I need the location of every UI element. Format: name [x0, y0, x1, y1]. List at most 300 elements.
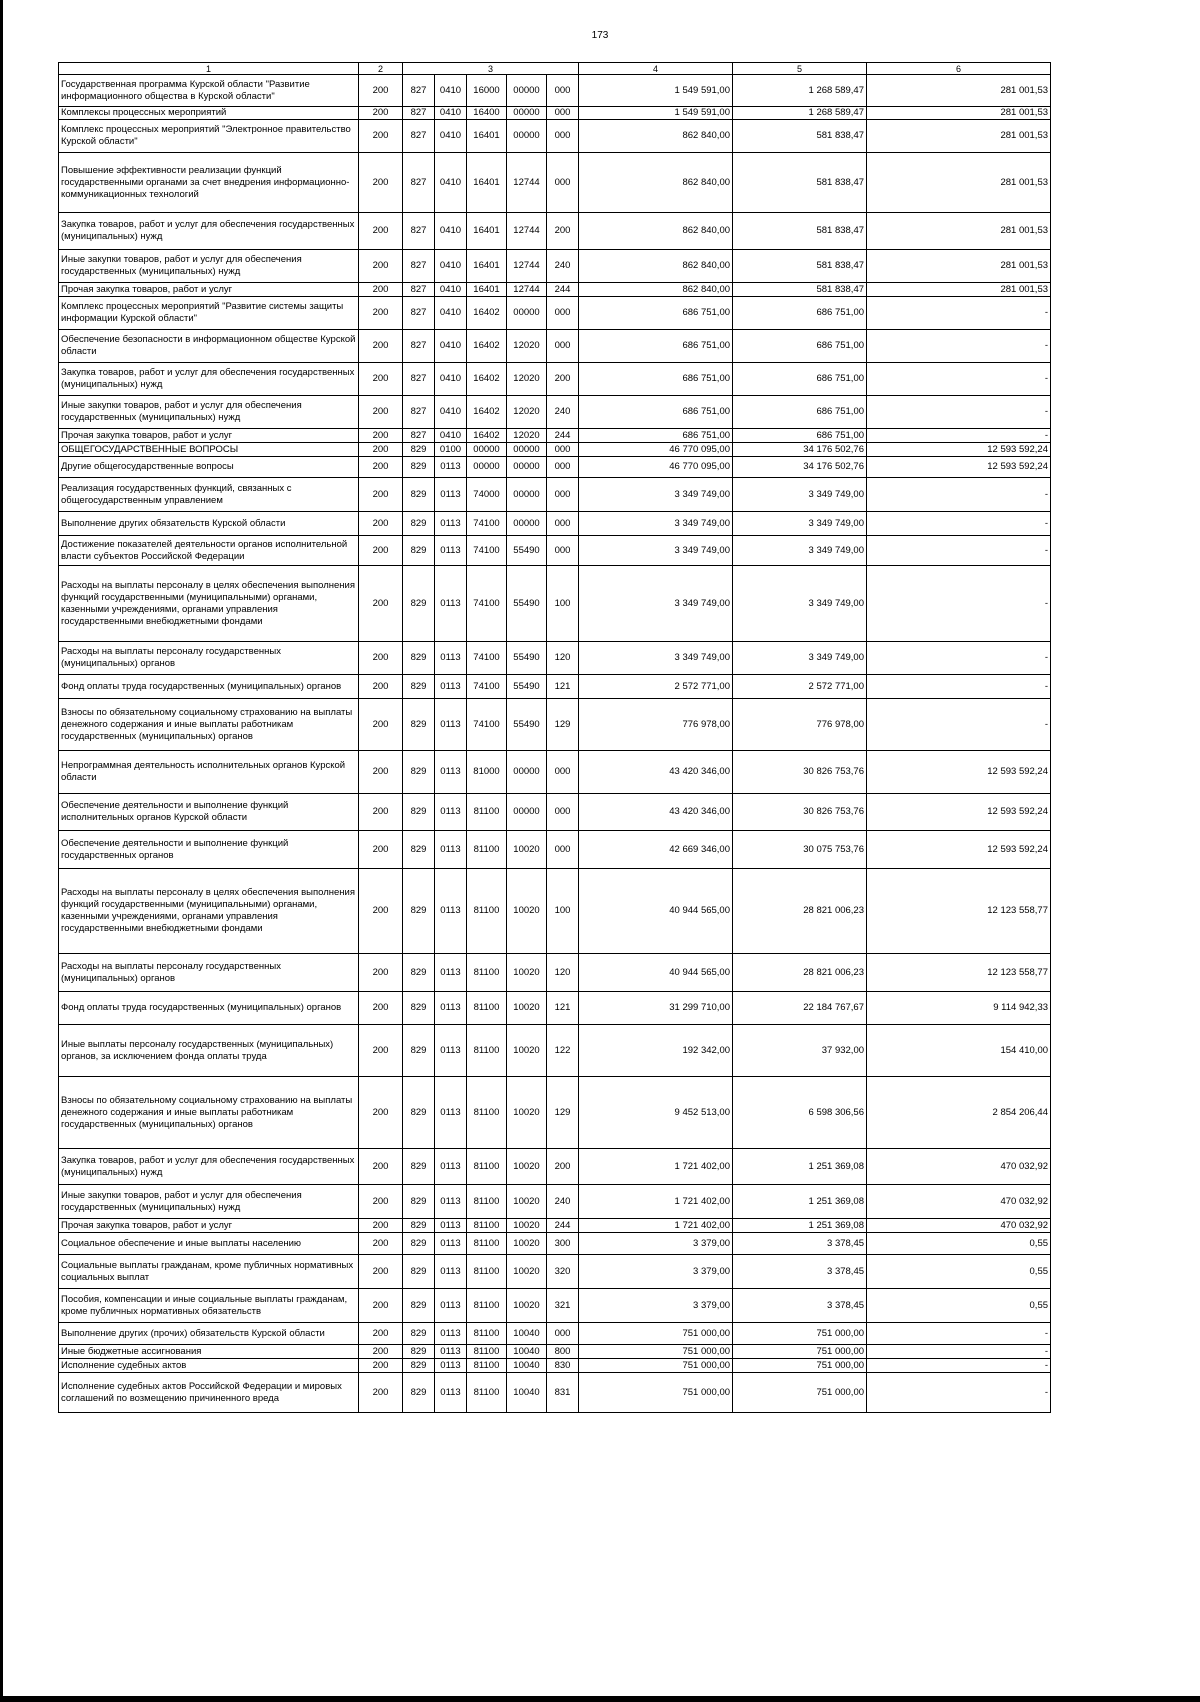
code-cell-c2: 829 [403, 794, 435, 831]
code-cell-c2: 829 [403, 1323, 435, 1345]
amount-cell-v6: 470 032,92 [867, 1149, 1051, 1185]
table-row [59, 536, 1051, 566]
amount-cell-v4: 1 721 402,00 [579, 1219, 733, 1233]
row-label: Расходы на выплаты персоналу государственных (муниципальных) органов [59, 954, 359, 992]
code-cell-c6: 120 [547, 954, 579, 992]
row-label: Прочая закупка товаров, работ и услуг [59, 1219, 359, 1233]
code-cell-c2: 829 [403, 566, 435, 642]
code-cell-c4: 81100 [467, 1233, 507, 1255]
code-cell-c4: 81100 [467, 1219, 507, 1233]
amount-cell-v5: 1 251 369,08 [733, 1149, 867, 1185]
amount-cell-v5: 686 751,00 [733, 330, 867, 363]
row-label: Непрограммная деятельность исполнительных органов Курской области [59, 751, 359, 794]
code-cell-c3: 0410 [435, 363, 467, 396]
amount-cell-v4: 751 000,00 [579, 1345, 733, 1359]
row-label: Комплекс процессных мероприятий "Развитие системы защиты информации Курской области" [59, 297, 359, 330]
code-cell-c3: 0410 [435, 283, 467, 297]
code-cell-c2: 829 [403, 642, 435, 675]
code-cell-c5: 55490 [507, 566, 547, 642]
amount-cell-v6: - [867, 1345, 1051, 1359]
row-label: Закупка товаров, работ и услуг для обеспечения государственных (муниципальных) нужд [59, 1149, 359, 1185]
table-row [59, 954, 1051, 992]
row-label: Взносы по обязательному социальному страхованию на выплаты денежного содержания и иные выплаты работникам государственных (муниципальных) органов [59, 1077, 359, 1149]
table-row [59, 297, 1051, 330]
amount-cell-v4: 3 349 749,00 [579, 642, 733, 675]
code-cell-c4: 81100 [467, 869, 507, 954]
code-cell-c4: 81100 [467, 1025, 507, 1077]
table-row [59, 330, 1051, 363]
amount-cell-v4: 1 721 402,00 [579, 1149, 733, 1185]
amount-cell-v4: 46 770 095,00 [579, 443, 733, 457]
table-row [59, 1025, 1051, 1077]
amount-cell-v5: 1 268 589,47 [733, 75, 867, 107]
code-cell-c5: 00000 [507, 297, 547, 330]
code-cell-c3: 0113 [435, 566, 467, 642]
code-cell-c6: 100 [547, 869, 579, 954]
code-cell-c4: 16401 [467, 250, 507, 283]
code-cell-c3: 0113 [435, 1077, 467, 1149]
table-row [59, 250, 1051, 283]
row-label: Прочая закупка товаров, работ и услуг [59, 429, 359, 443]
code-cell-c4: 16402 [467, 396, 507, 429]
amount-cell-v5: 686 751,00 [733, 297, 867, 330]
table-row [59, 1149, 1051, 1185]
code-cell-c6: 120 [547, 642, 579, 675]
code-cell-c6: 000 [547, 794, 579, 831]
table-row [59, 831, 1051, 869]
code-cell-c1: 200 [359, 954, 403, 992]
code-cell-c2: 829 [403, 1233, 435, 1255]
table-row [59, 512, 1051, 536]
amount-cell-v6: 0,55 [867, 1255, 1051, 1289]
amount-cell-v6: 12 593 592,24 [867, 831, 1051, 869]
code-cell-c6: 000 [547, 1323, 579, 1345]
amount-cell-v4: 9 452 513,00 [579, 1077, 733, 1149]
amount-cell-v6: - [867, 1359, 1051, 1373]
code-cell-c5: 12020 [507, 363, 547, 396]
amount-cell-v4: 1 549 591,00 [579, 107, 733, 120]
code-cell-c3: 0113 [435, 1185, 467, 1219]
table-row [59, 107, 1051, 120]
code-cell-c6: 240 [547, 250, 579, 283]
amount-cell-v5: 686 751,00 [733, 396, 867, 429]
code-cell-c6: 129 [547, 699, 579, 751]
amount-cell-v6: 0,55 [867, 1233, 1051, 1255]
header-cell-3: 3 [403, 63, 579, 75]
amount-cell-v6: - [867, 566, 1051, 642]
code-cell-c4: 81100 [467, 1149, 507, 1185]
scan-edge-bottom [0, 1696, 1200, 1702]
code-cell-c4: 74100 [467, 675, 507, 699]
table-row [59, 443, 1051, 457]
code-cell-c5: 00000 [507, 751, 547, 794]
amount-cell-v5: 581 838,47 [733, 250, 867, 283]
code-cell-c6: 800 [547, 1345, 579, 1359]
code-cell-c2: 827 [403, 429, 435, 443]
amount-cell-v4: 42 669 346,00 [579, 831, 733, 869]
amount-cell-v6: - [867, 1323, 1051, 1345]
code-cell-c5: 10020 [507, 831, 547, 869]
code-cell-c4: 16401 [467, 283, 507, 297]
header-cell-1: 1 [59, 63, 359, 75]
code-cell-c2: 829 [403, 869, 435, 954]
row-label: Обеспечение безопасности в информационном обществе Курской области [59, 330, 359, 363]
code-cell-c6: 200 [547, 213, 579, 250]
amount-cell-v5: 30 826 753,76 [733, 751, 867, 794]
code-cell-c6: 000 [547, 330, 579, 363]
code-cell-c2: 827 [403, 363, 435, 396]
amount-cell-v5: 581 838,47 [733, 283, 867, 297]
code-cell-c5: 10020 [507, 1025, 547, 1077]
row-label: Государственная программа Курской области "Развитие информационного общества в Курской области" [59, 75, 359, 107]
code-cell-c1: 200 [359, 213, 403, 250]
amount-cell-v5: 581 838,47 [733, 120, 867, 153]
code-cell-c5: 10020 [507, 954, 547, 992]
amount-cell-v5: 3 349 749,00 [733, 478, 867, 512]
amount-cell-v4: 862 840,00 [579, 283, 733, 297]
code-cell-c5: 10020 [507, 1255, 547, 1289]
amount-cell-v5: 751 000,00 [733, 1373, 867, 1413]
code-cell-c3: 0113 [435, 1359, 467, 1373]
code-cell-c4: 81100 [467, 1255, 507, 1289]
code-cell-c3: 0113 [435, 675, 467, 699]
row-label: Расходы на выплаты персоналу в целях обеспечения выполнения функций государственными (муниципальными) органами, казенными учреждениями, органами управления государственными внебюджетными фондами [59, 869, 359, 954]
amount-cell-v5: 776 978,00 [733, 699, 867, 751]
code-cell-c4: 81000 [467, 751, 507, 794]
amount-cell-v6: - [867, 297, 1051, 330]
row-label: Закупка товаров, работ и услуг для обеспечения государственных (муниципальных) нужд [59, 213, 359, 250]
row-label: Пособия, компенсации и иные социальные выплаты гражданам, кроме публичных нормативных обязательств [59, 1289, 359, 1323]
amount-cell-v6: - [867, 675, 1051, 699]
code-cell-c1: 200 [359, 153, 403, 213]
row-label: Реализация государственных функций, связанных с общегосударственным управлением [59, 478, 359, 512]
code-cell-c4: 81100 [467, 1373, 507, 1413]
amount-cell-v4: 862 840,00 [579, 250, 733, 283]
row-label: Комплекс процессных мероприятий "Электронное правительство Курской области" [59, 120, 359, 153]
amount-cell-v5: 3 378,45 [733, 1233, 867, 1255]
table-row [59, 566, 1051, 642]
row-label: Иные закупки товаров, работ и услуг для обеспечения государственных (муниципальных) нужд [59, 1185, 359, 1219]
amount-cell-v4: 862 840,00 [579, 120, 733, 153]
table-row [59, 869, 1051, 954]
amount-cell-v5: 3 378,45 [733, 1289, 867, 1323]
amount-cell-v5: 28 821 006,23 [733, 869, 867, 954]
code-cell-c1: 200 [359, 869, 403, 954]
code-cell-c5: 10020 [507, 1233, 547, 1255]
amount-cell-v4: 751 000,00 [579, 1373, 733, 1413]
table-row [59, 1185, 1051, 1219]
code-cell-c1: 200 [359, 1025, 403, 1077]
code-cell-c6: 000 [547, 443, 579, 457]
code-cell-c5: 00000 [507, 457, 547, 478]
code-cell-c5: 55490 [507, 536, 547, 566]
table-row [59, 992, 1051, 1025]
code-cell-c3: 0113 [435, 1233, 467, 1255]
code-cell-c5: 12020 [507, 429, 547, 443]
code-cell-c4: 81100 [467, 1077, 507, 1149]
row-label: Выполнение других (прочих) обязательств Курской области [59, 1323, 359, 1345]
amount-cell-v4: 751 000,00 [579, 1323, 733, 1345]
code-cell-c3: 0410 [435, 75, 467, 107]
code-cell-c3: 0113 [435, 1149, 467, 1185]
amount-cell-v4: 3 379,00 [579, 1255, 733, 1289]
amount-cell-v5: 3 349 749,00 [733, 512, 867, 536]
amount-cell-v4: 862 840,00 [579, 153, 733, 213]
code-cell-c1: 200 [359, 699, 403, 751]
amount-cell-v5: 30 826 753,76 [733, 794, 867, 831]
amount-cell-v6: - [867, 1373, 1051, 1413]
amount-cell-v6: 470 032,92 [867, 1219, 1051, 1233]
amount-cell-v6: - [867, 396, 1051, 429]
code-cell-c3: 0113 [435, 751, 467, 794]
amount-cell-v5: 34 176 502,76 [733, 443, 867, 457]
amount-cell-v6: - [867, 536, 1051, 566]
code-cell-c2: 827 [403, 107, 435, 120]
row-label: Исполнение судебных актов [59, 1359, 359, 1373]
code-cell-c4: 74000 [467, 478, 507, 512]
amount-cell-v4: 686 751,00 [579, 330, 733, 363]
code-cell-c6: 830 [547, 1359, 579, 1373]
amount-cell-v4: 3 349 749,00 [579, 536, 733, 566]
amount-cell-v6: 281 001,53 [867, 153, 1051, 213]
amount-cell-v4: 862 840,00 [579, 213, 733, 250]
code-cell-c5: 10020 [507, 992, 547, 1025]
table-row [59, 478, 1051, 512]
code-cell-c3: 0113 [435, 831, 467, 869]
code-cell-c3: 0113 [435, 699, 467, 751]
amount-cell-v5: 37 932,00 [733, 1025, 867, 1077]
code-cell-c3: 0113 [435, 478, 467, 512]
table-row [59, 1077, 1051, 1149]
code-cell-c1: 200 [359, 1323, 403, 1345]
code-cell-c3: 0113 [435, 1025, 467, 1077]
code-cell-c6: 321 [547, 1289, 579, 1323]
code-cell-c2: 827 [403, 250, 435, 283]
code-cell-c5: 10040 [507, 1323, 547, 1345]
table-row [59, 75, 1051, 107]
amount-cell-v5: 1 251 369,08 [733, 1219, 867, 1233]
code-cell-c6: 000 [547, 297, 579, 330]
code-cell-c5: 12744 [507, 283, 547, 297]
amount-cell-v6: - [867, 429, 1051, 443]
row-label: Повышение эффективности реализации функций государственными органами за счет внедрения информационно-коммуникационных технологий [59, 153, 359, 213]
row-label: Другие общегосударственные вопросы [59, 457, 359, 478]
code-cell-c5: 12744 [507, 153, 547, 213]
code-cell-c6: 000 [547, 457, 579, 478]
code-cell-c4: 00000 [467, 457, 507, 478]
amount-cell-v6: - [867, 642, 1051, 675]
table-row [59, 1323, 1051, 1345]
code-cell-c6: 121 [547, 675, 579, 699]
code-cell-c5: 10020 [507, 869, 547, 954]
amount-cell-v5: 1 251 369,08 [733, 1185, 867, 1219]
code-cell-c5: 00000 [507, 120, 547, 153]
amount-cell-v4: 43 420 346,00 [579, 794, 733, 831]
amount-cell-v5: 3 378,45 [733, 1255, 867, 1289]
table-row [59, 396, 1051, 429]
code-cell-c1: 200 [359, 751, 403, 794]
code-cell-c5: 00000 [507, 75, 547, 107]
code-cell-c2: 829 [403, 1077, 435, 1149]
code-cell-c6: 000 [547, 831, 579, 869]
code-cell-c3: 0113 [435, 642, 467, 675]
code-cell-c5: 10040 [507, 1359, 547, 1373]
code-cell-c3: 0410 [435, 429, 467, 443]
code-cell-c6: 000 [547, 512, 579, 536]
code-cell-c5: 10040 [507, 1373, 547, 1413]
code-cell-c2: 829 [403, 1289, 435, 1323]
table-row [59, 429, 1051, 443]
table-row [59, 1255, 1051, 1289]
code-cell-c1: 200 [359, 363, 403, 396]
amount-cell-v4: 43 420 346,00 [579, 751, 733, 794]
code-cell-c6: 129 [547, 1077, 579, 1149]
code-cell-c5: 12744 [507, 213, 547, 250]
code-cell-c1: 200 [359, 1233, 403, 1255]
code-cell-c1: 200 [359, 512, 403, 536]
code-cell-c3: 0113 [435, 512, 467, 536]
code-cell-c4: 81100 [467, 794, 507, 831]
header-cell-4: 4 [579, 63, 733, 75]
code-cell-c3: 0113 [435, 1323, 467, 1345]
code-cell-c5: 10040 [507, 1345, 547, 1359]
amount-cell-v6: - [867, 330, 1051, 363]
code-cell-c1: 200 [359, 1149, 403, 1185]
code-cell-c2: 829 [403, 954, 435, 992]
amount-cell-v5: 6 598 306,56 [733, 1077, 867, 1149]
header-row [59, 63, 1051, 75]
code-cell-c3: 0113 [435, 954, 467, 992]
code-cell-c1: 200 [359, 1289, 403, 1323]
code-cell-c2: 829 [403, 1255, 435, 1289]
code-cell-c2: 829 [403, 675, 435, 699]
code-cell-c1: 200 [359, 250, 403, 283]
code-cell-c2: 829 [403, 1149, 435, 1185]
code-cell-c1: 200 [359, 831, 403, 869]
code-cell-c4: 74100 [467, 536, 507, 566]
code-cell-c4: 81100 [467, 1345, 507, 1359]
code-cell-c5: 55490 [507, 675, 547, 699]
code-cell-c2: 829 [403, 992, 435, 1025]
amount-cell-v4: 686 751,00 [579, 396, 733, 429]
code-cell-c1: 200 [359, 1219, 403, 1233]
code-cell-c3: 0410 [435, 120, 467, 153]
code-cell-c2: 827 [403, 213, 435, 250]
code-cell-c6: 240 [547, 1185, 579, 1219]
amount-cell-v4: 192 342,00 [579, 1025, 733, 1077]
code-cell-c1: 200 [359, 107, 403, 120]
code-cell-c5: 10020 [507, 1077, 547, 1149]
amount-cell-v5: 686 751,00 [733, 429, 867, 443]
code-cell-c4: 81100 [467, 831, 507, 869]
code-cell-c2: 829 [403, 536, 435, 566]
amount-cell-v6: - [867, 512, 1051, 536]
row-label: Исполнение судебных актов Российской Федерации и мировых соглашений по возмещению причиненного вреда [59, 1373, 359, 1413]
code-cell-c5: 12020 [507, 396, 547, 429]
code-cell-c5: 10020 [507, 1219, 547, 1233]
code-cell-c6: 244 [547, 283, 579, 297]
code-cell-c6: 200 [547, 363, 579, 396]
amount-cell-v6: - [867, 699, 1051, 751]
code-cell-c2: 829 [403, 699, 435, 751]
code-cell-c1: 200 [359, 992, 403, 1025]
code-cell-c1: 200 [359, 457, 403, 478]
amount-cell-v6: 470 032,92 [867, 1185, 1051, 1219]
code-cell-c6: 000 [547, 536, 579, 566]
code-cell-c5: 00000 [507, 794, 547, 831]
row-label: Расходы на выплаты персоналу государственных (муниципальных) органов [59, 642, 359, 675]
code-cell-c4: 16402 [467, 297, 507, 330]
amount-cell-v4: 2 572 771,00 [579, 675, 733, 699]
amount-cell-v5: 28 821 006,23 [733, 954, 867, 992]
scan-edge-left [0, 0, 3, 1702]
table-row [59, 363, 1051, 396]
code-cell-c1: 200 [359, 1185, 403, 1219]
amount-cell-v4: 686 751,00 [579, 297, 733, 330]
row-label: Социальное обеспечение и иные выплаты населению [59, 1233, 359, 1255]
row-label: Иные закупки товаров, работ и услуг для обеспечения государственных (муниципальных) нужд [59, 250, 359, 283]
amount-cell-v4: 776 978,00 [579, 699, 733, 751]
code-cell-c5: 00000 [507, 107, 547, 120]
amount-cell-v4: 1 549 591,00 [579, 75, 733, 107]
code-cell-c4: 16401 [467, 120, 507, 153]
code-cell-c6: 100 [547, 566, 579, 642]
budget-table [58, 62, 1051, 1413]
row-label: Достижение показателей деятельности органов исполнительной власти субъектов Российской Федерации [59, 536, 359, 566]
amount-cell-v6: 12 593 592,24 [867, 751, 1051, 794]
amount-cell-v5: 686 751,00 [733, 363, 867, 396]
code-cell-c4: 81100 [467, 1185, 507, 1219]
amount-cell-v5: 581 838,47 [733, 213, 867, 250]
table-row [59, 1359, 1051, 1373]
code-cell-c5: 10020 [507, 1149, 547, 1185]
code-cell-c1: 200 [359, 1373, 403, 1413]
row-label: Выполнение других обязательств Курской области [59, 512, 359, 536]
amount-cell-v6: - [867, 478, 1051, 512]
amount-cell-v5: 3 349 749,00 [733, 642, 867, 675]
table-row [59, 213, 1051, 250]
code-cell-c2: 829 [403, 512, 435, 536]
header-cell-2: 2 [359, 63, 403, 75]
code-cell-c6: 244 [547, 1219, 579, 1233]
amount-cell-v4: 3 349 749,00 [579, 566, 733, 642]
code-cell-c3: 0113 [435, 1255, 467, 1289]
code-cell-c6: 000 [547, 107, 579, 120]
table-row [59, 120, 1051, 153]
amount-cell-v4: 3 349 749,00 [579, 512, 733, 536]
code-cell-c4: 16400 [467, 107, 507, 120]
amount-cell-v5: 3 349 749,00 [733, 566, 867, 642]
code-cell-c5: 55490 [507, 642, 547, 675]
code-cell-c1: 200 [359, 120, 403, 153]
code-cell-c5: 00000 [507, 443, 547, 457]
code-cell-c3: 0410 [435, 213, 467, 250]
amount-cell-v6: 0,55 [867, 1289, 1051, 1323]
code-cell-c3: 0113 [435, 992, 467, 1025]
table-row [59, 1345, 1051, 1359]
code-cell-c5: 12020 [507, 330, 547, 363]
row-label: Прочая закупка товаров, работ и услуг [59, 283, 359, 297]
code-cell-c3: 0113 [435, 794, 467, 831]
code-cell-c1: 200 [359, 1077, 403, 1149]
amount-cell-v6: 281 001,53 [867, 75, 1051, 107]
row-label: Иные бюджетные ассигнования [59, 1345, 359, 1359]
code-cell-c1: 200 [359, 1255, 403, 1289]
amount-cell-v6: 281 001,53 [867, 120, 1051, 153]
code-cell-c3: 0113 [435, 1219, 467, 1233]
amount-cell-v4: 40 944 565,00 [579, 954, 733, 992]
code-cell-c5: 00000 [507, 478, 547, 512]
